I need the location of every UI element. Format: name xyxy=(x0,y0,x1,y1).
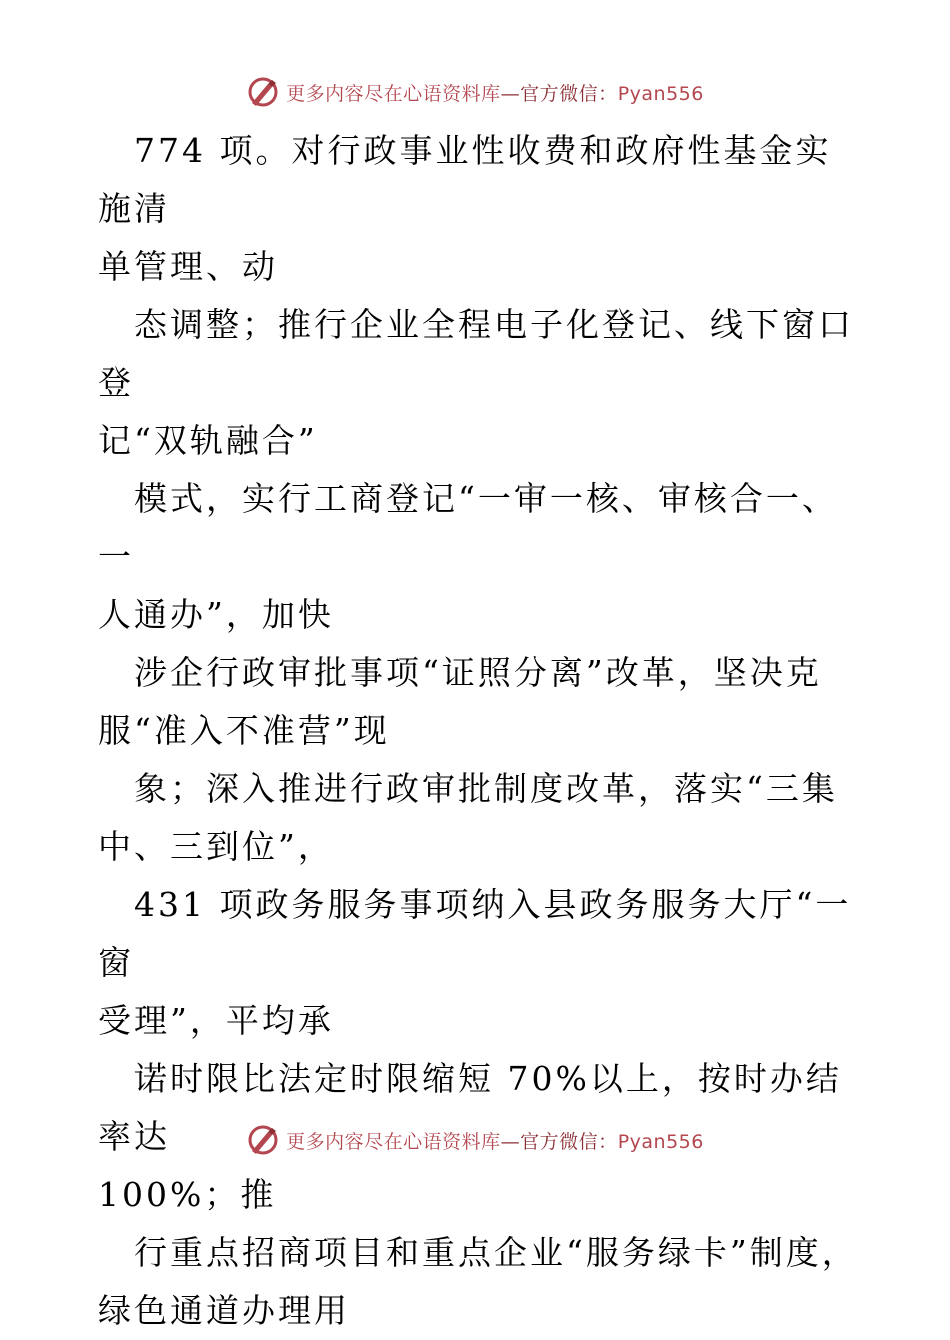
footer-watermark xyxy=(0,1120,950,1160)
paragraph-5-line-1: 象；深入推进行政审批制度改革，落实“三集 xyxy=(134,769,838,808)
paragraph-6-line-2: 受理”，平均承 xyxy=(98,1001,334,1040)
paragraph-8 xyxy=(98,1224,858,1340)
paragraph-8-line-2: 绿色通道办理用 xyxy=(98,1291,350,1330)
paragraph-3-line-2: 人通办”，加快 xyxy=(98,595,334,634)
header-watermark xyxy=(0,72,950,112)
watermark-label: 官方微信： xyxy=(520,1130,618,1153)
paragraph-3 xyxy=(98,470,858,644)
paragraph-1 xyxy=(98,122,858,296)
paragraph-4-line-2: 服“准入不准营”现 xyxy=(98,711,390,750)
paragraph-2-line-1: 态调整；推行企业全程电子化登记、线下窗口登 xyxy=(98,305,854,402)
watermark-text xyxy=(286,1127,704,1154)
paragraph-6 xyxy=(98,876,858,1050)
watermark-main: 更多内容尽在心语资料库 xyxy=(286,1130,501,1153)
pen-logo-icon xyxy=(246,75,280,109)
paragraph-1-line-2: 单管理、动 xyxy=(98,247,278,286)
paragraph-6-line-1: 431 项政务服务事项纳入县政务服务大厅“一窗 xyxy=(98,885,852,982)
watermark-label: 官方微信： xyxy=(520,82,618,105)
paragraph-8-line-1: 行重点招商项目和重点企业“服务绿卡”制度， xyxy=(134,1233,858,1272)
paragraph-5 xyxy=(98,760,858,876)
watermark-separator: — xyxy=(500,1130,521,1153)
watermark-wechat-id: Pyan556 xyxy=(617,82,704,105)
paragraph-2-line-2: 记“双轨融合” xyxy=(98,421,318,460)
watermark-separator: — xyxy=(500,82,521,105)
paragraph-7-line-1: 诺时限比法定时限缩短 70%以上，按时办结率达 xyxy=(98,1059,842,1156)
paragraph-4 xyxy=(98,644,858,760)
paragraph-3-line-1: 模式，实行工商登记“一审一核、审核合一、一 xyxy=(98,479,838,576)
watermark-text xyxy=(286,79,704,106)
pen-logo-icon xyxy=(246,1123,280,1157)
watermark-main: 更多内容尽在心语资料库 xyxy=(286,82,501,105)
paragraph-2 xyxy=(98,296,858,470)
paragraph-4-line-1: 涉企行政审批事项“证照分离”改革，坚决克 xyxy=(134,653,822,692)
paragraph-1-line-1: 774 项。对行政事业性收费和政府性基金实施清 xyxy=(98,131,832,228)
paragraph-7-line-2: 100%；推 xyxy=(98,1175,277,1214)
watermark-wechat-id: Pyan556 xyxy=(617,1130,704,1153)
paragraph-5-line-2: 中、三到位”， xyxy=(98,827,334,866)
